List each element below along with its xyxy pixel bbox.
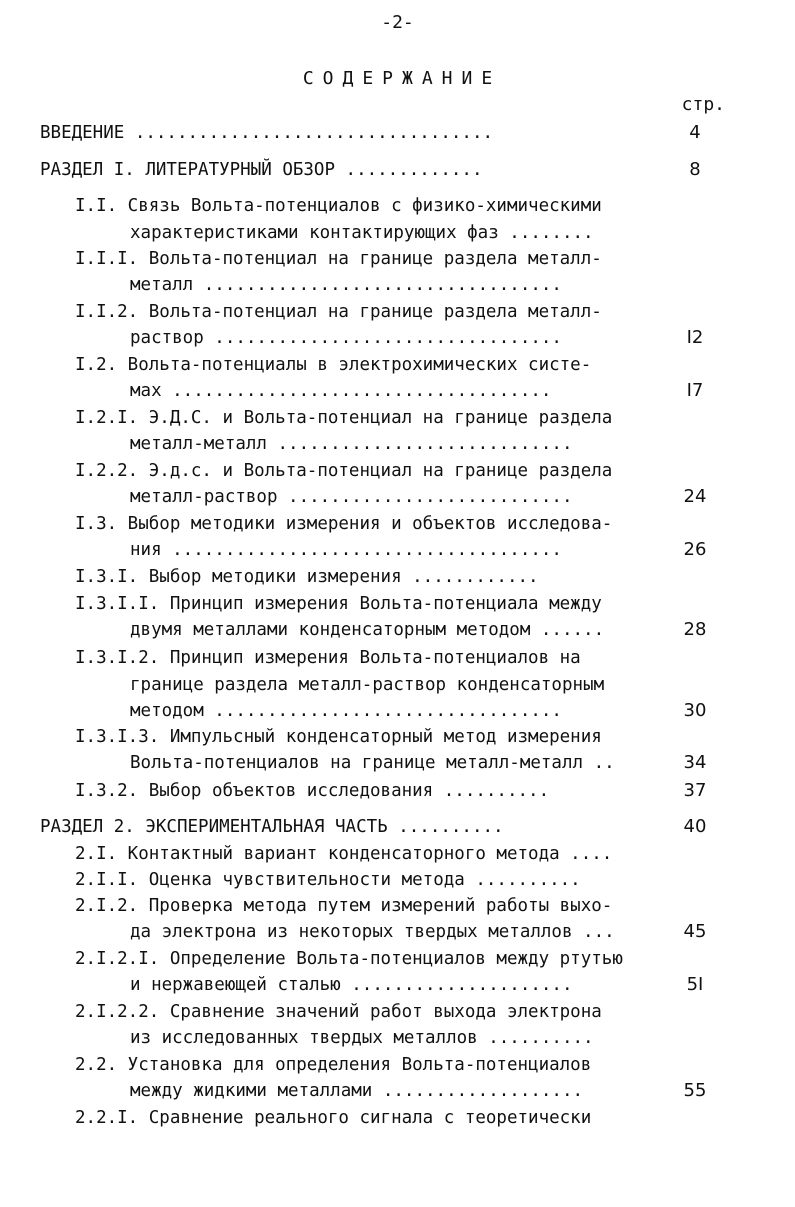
toc-page-number: 26	[683, 539, 707, 560]
toc-entry-continuation: ния .....................................	[130, 540, 562, 560]
toc-entry: 2.I.2.2. Сравнение значений работ выхода электрона	[75, 1002, 602, 1022]
toc-entry: I.I.I. Вольта-потенциал на границе раздела металл-	[75, 249, 602, 269]
toc-entry-introduction: ВВЕДЕНИЕ ..................................	[40, 123, 494, 143]
toc-entry-continuation: да электрона из некоторых твердых металлов ...	[130, 922, 615, 942]
toc-page-number: 8	[689, 159, 701, 180]
toc-entry-continuation: металл ..................................	[130, 275, 562, 295]
page-title: СОДЕРЖАНИЕ	[302, 68, 502, 89]
toc-entry: I.3. Выбор методики измерения и объектов исследова-	[75, 514, 613, 534]
toc-entry-section-1: РАЗДЕЛ I. ЛИТЕРАТУРНЫЙ ОБЗОР .............	[40, 160, 483, 180]
page-number: -2-	[381, 12, 414, 33]
toc-entry-continuation: металл-раствор ...........................	[130, 487, 573, 507]
toc-entry-continuation: и нержавеющей сталью .....................	[130, 975, 573, 995]
toc-page-number: 37	[683, 780, 707, 801]
toc-page-number: 4	[689, 122, 701, 143]
toc-entry-continuation: Вольта-потенциалов на границе металл-металл ..	[130, 753, 615, 773]
toc-entry: 2.2. Установка для определения Вольта-потенциалов	[75, 1055, 592, 1075]
toc-entry: 2.I.2.I. Определение Вольта-потенциалов между ртутью	[75, 949, 623, 969]
toc-entry-continuation: из исследованных твердых металлов ..........	[130, 1028, 594, 1048]
toc-page-number: I7	[686, 380, 704, 401]
toc-entry: I.3.I.I. Принцип измерения Вольта-потенциала между	[75, 594, 602, 614]
toc-entry-continuation: между жидкими металлами ...................	[130, 1081, 584, 1101]
toc-page-number: 5I	[686, 974, 704, 995]
toc-entry-section-2: РАЗДЕЛ 2. ЭКСПЕРИМЕНТАЛЬНАЯ ЧАСТЬ ..........	[40, 817, 504, 837]
toc-page-number: 45	[683, 921, 707, 942]
toc-entry-continuation: двумя металлами конденсаторным методом ......	[130, 620, 605, 640]
toc-entry: 2.I. Контактный вариант конденсаторного метода ....	[75, 844, 613, 864]
toc-page-number: 40	[683, 816, 707, 837]
page-column-header: стр.	[681, 94, 725, 115]
toc-entry: I.3.I.2. Принцип измерения Вольта-потенциалов на	[75, 648, 581, 668]
toc-page-number: 55	[683, 1080, 707, 1101]
toc-entry: I.I.2. Вольта-потенциал на границе раздела металл-	[75, 302, 602, 322]
toc-entry: I.I. Связь Вольта-потенциалов с физико-химическими	[75, 196, 602, 216]
toc-page-number: 34	[683, 752, 707, 773]
toc-entry-continuation: мах ....................................	[130, 381, 552, 401]
toc-entry: I.3.2. Выбор объектов исследования ..........	[75, 781, 550, 801]
toc-page-number: 30	[683, 700, 707, 721]
toc-entry: I.3.I.3. Импульсный конденсаторный метод измерения	[75, 727, 602, 747]
toc-entry: 2.I.I. Оценка чувствительности метода ..........	[75, 870, 581, 890]
toc-entry: 2.I.2. Проверка метода путем измерений работы выхо-	[75, 896, 613, 916]
toc-entry: I.3.I. Выбор методики измерения ............	[75, 567, 539, 587]
toc-entry: I.2. Вольта-потенциалы в электрохимических систе-	[75, 355, 592, 375]
toc-entry: I.2.I. Э.Д.С. и Вольта-потенциал на границе раздела	[75, 408, 613, 428]
toc-entry-continuation: границе раздела металл-раствор конденсаторным	[130, 675, 605, 695]
toc-entry-continuation: раствор .................................	[130, 328, 562, 348]
toc-page-number: I2	[686, 327, 704, 348]
toc-page-number: 24	[683, 486, 707, 507]
toc-entry: 2.2.I. Сравнение реального сигнала с теоретически	[75, 1108, 592, 1128]
toc-entry-continuation: металл-металл ............................	[130, 434, 573, 454]
toc-entry: I.2.2. Э.д.с. и Вольта-потенциал на границе раздела	[75, 461, 613, 481]
toc-entry-continuation: характеристиками контактирующих фаз ........	[130, 223, 594, 243]
toc-page-number: 28	[683, 619, 707, 640]
toc-entry-continuation: методом .................................	[130, 701, 562, 721]
